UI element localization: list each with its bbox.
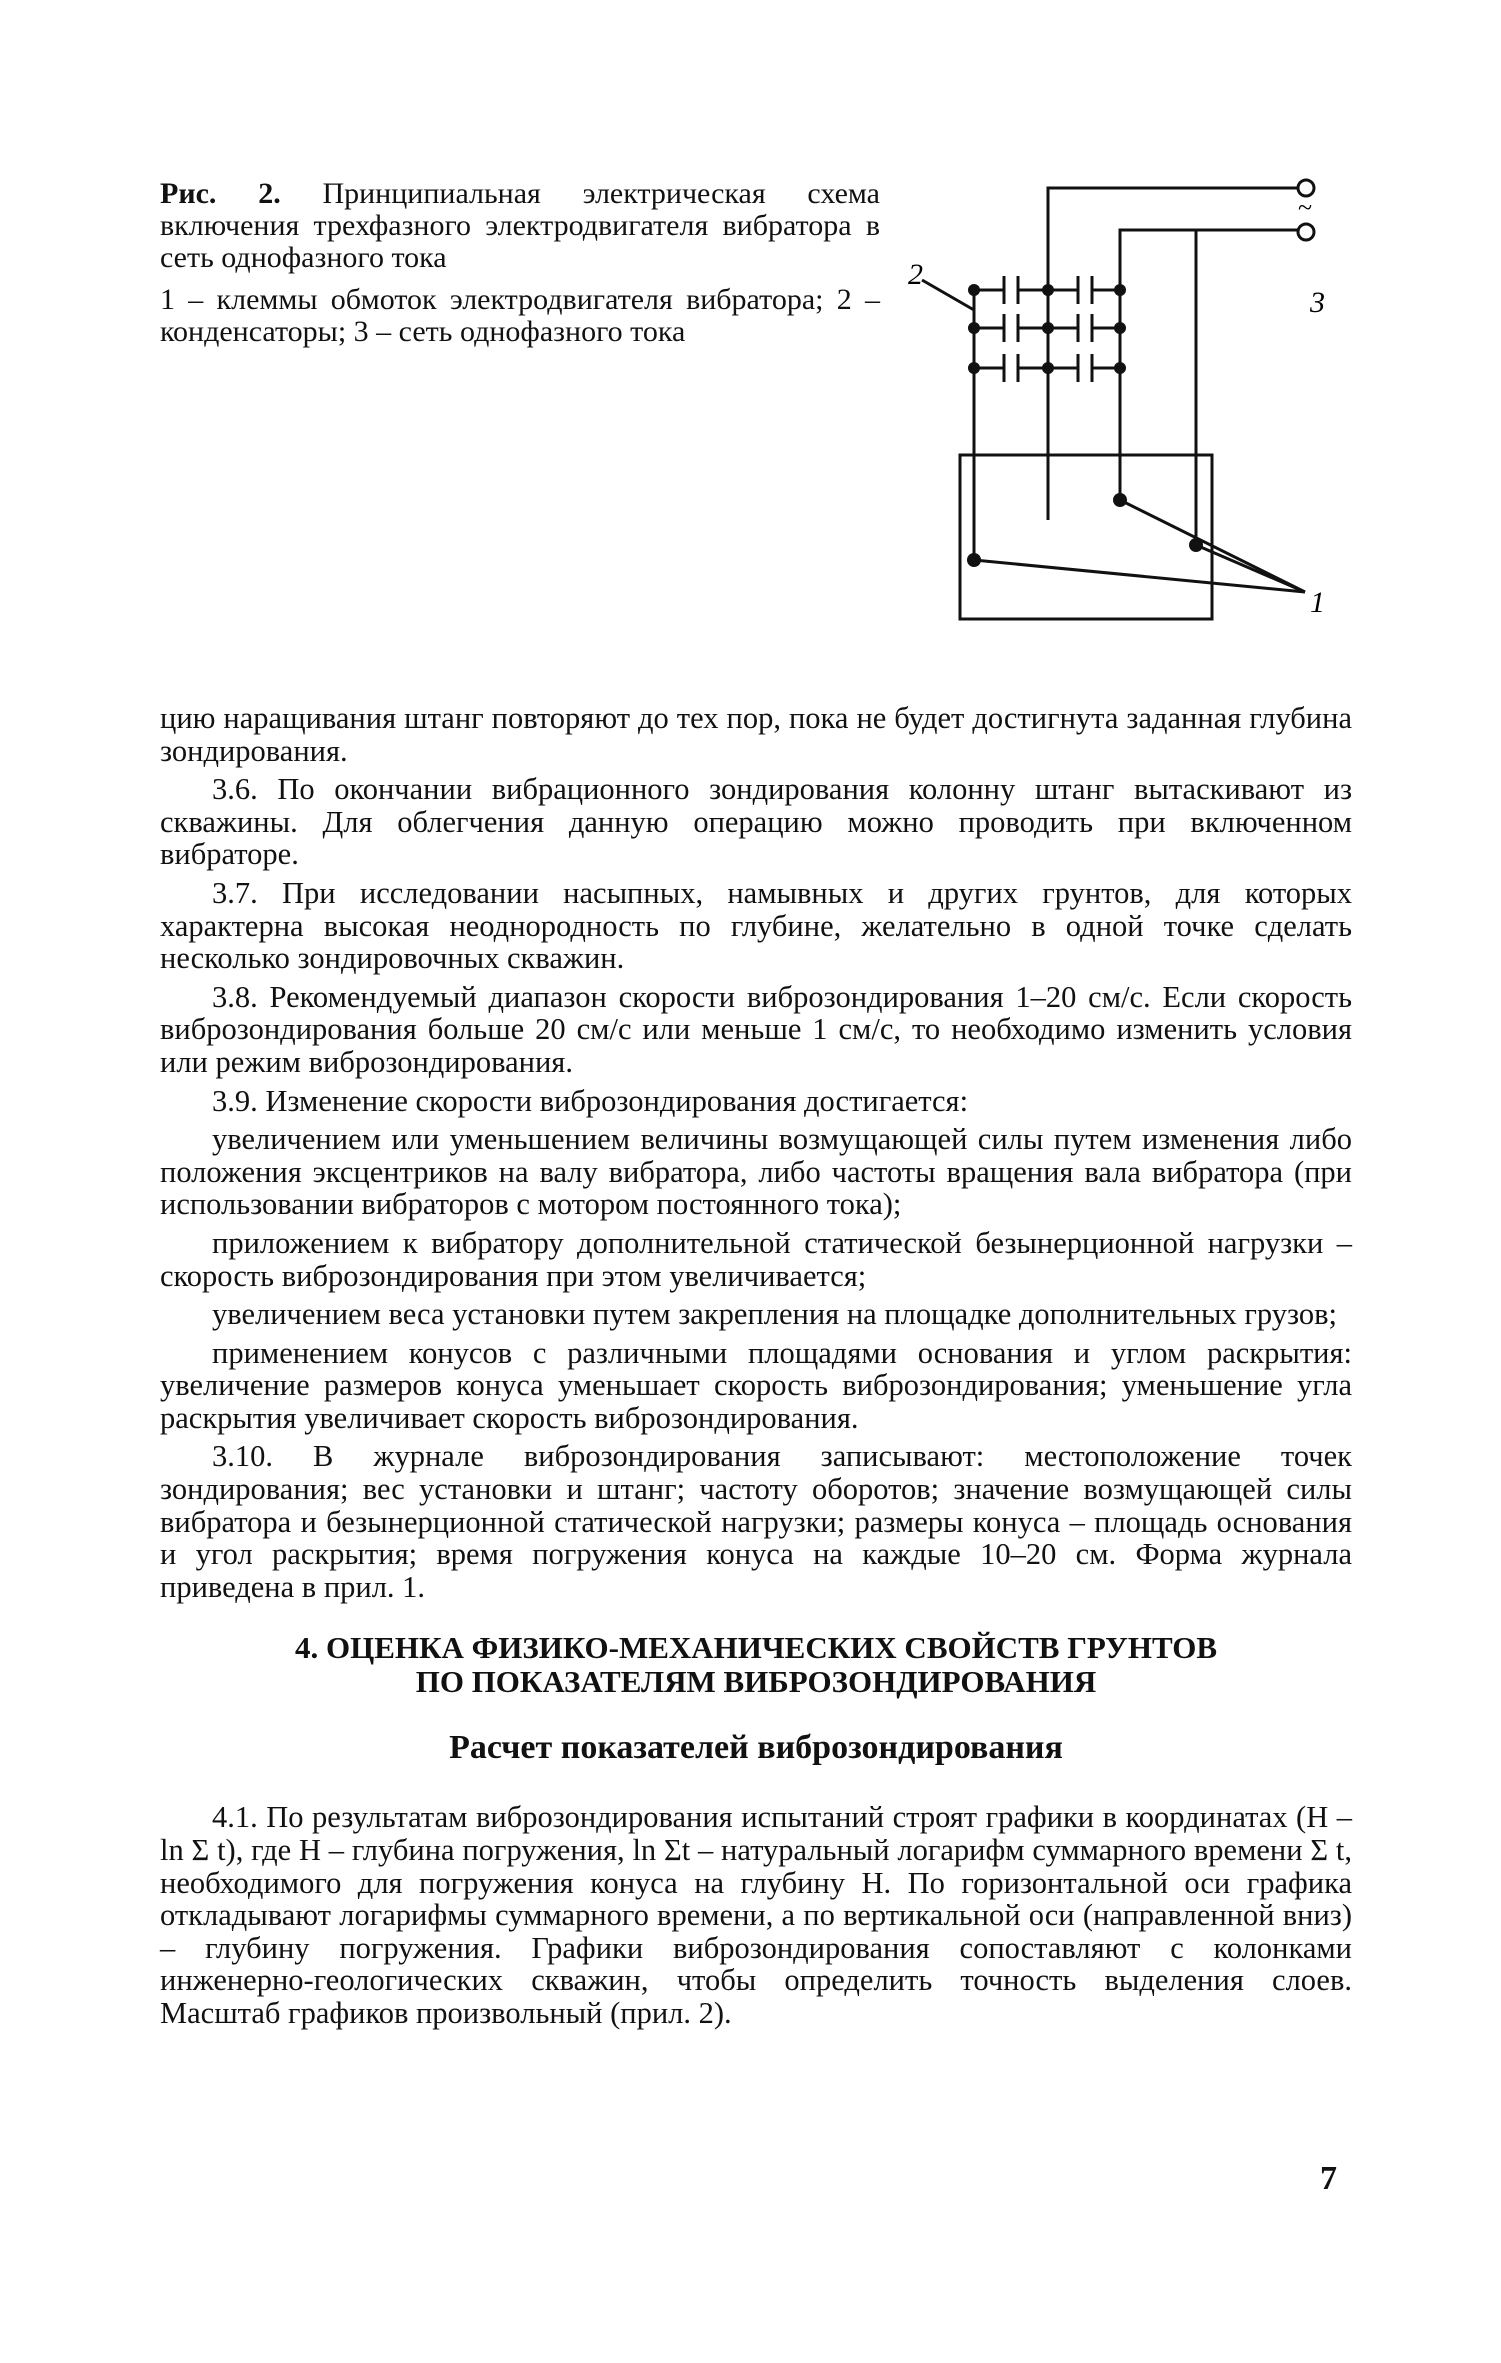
paragraph-3-9-c: увеличением веса установки путем закрепления на площадке дополнительных грузов; [212, 1297, 1337, 1332]
label-ac: ~ [1298, 193, 1313, 222]
section-heading-line-2: ПО ПОКАЗАТЕЛЯМ ВИБРОЗОНДИРОВАНИЯ [415, 1664, 1097, 1700]
paragraph-3-9-a: увеличением или уменьшением величины возмущающей силы путем изменения либо положения эксцентриков на валу вибратора, либо частоты вращения вала вибратора (при использовании вибраторов с мотором постоянного тока); [160, 1122, 1352, 1222]
section-heading [160, 1631, 1352, 1699]
caption-legend: 1 – клеммы обмоток электродвигателя вибратора; 2 – конденсаторы; 3 – сеть однофазного тока [160, 283, 880, 348]
paragraph-3-9-d: применением конусов с различными площадями основания и углом раскрытия: увеличение размеров конуса уменьшает скорость виброзондирования; уменьшение угла раскрытия увеличивает скорость виброзондирования. [160, 1335, 1352, 1435]
paragraph-3-10: 3.10. В журнале виброзондирования записывают: местоположение точек зондирования; вес установки и штанг; частоту оборотов; значение возмущающей силы вибратора и безынерционной статической нагрузки; размеры конуса – площадь основания и угол раскрытия; время погружения конуса на каждые 10–20 см. Форма журнала приведена в прил. 1. [160, 1439, 1352, 1604]
body-text [160, 702, 1352, 2036]
wire-second [1120, 230, 1300, 290]
paragraph-3-8: 3.8. Рекомендуемый диапазон скорости виброзондирования 1–20 см/с. Если скорость виброзондирования больше 20 см/с или меньше 1 см/с, то необходимо изменить условия или режим виброзондирования. [160, 979, 1352, 1079]
paragraph-3-9: 3.9. Изменение скорости виброзондирования достигается: [212, 1083, 969, 1118]
paragraph-3-6: 3.6. По окончании вибрационного зондирования колонну штанг вытаскивают из скважины. Для облегчения данную операцию можно проводить при включенном вибраторе. [160, 772, 1352, 872]
paragraph-continued: цию наращивания штанг повторяют до тех пор, пока не будет достигнута заданная глубина зондирования. [160, 701, 1352, 768]
label-mains: 3 [1310, 286, 1325, 319]
motor-box [960, 455, 1212, 619]
caption-label: Рис. 2. [160, 177, 281, 210]
caption-text: Принципиальная электрическая схема включения трехфазного электродвигателя вибратора в сеть однофазного тока [160, 177, 880, 274]
section-heading-line-1: 4. ОЦЕНКА ФИЗИКО-МЕХАНИЧЕСКИХ СВОЙСТВ ГРУНТОВ [294, 1630, 1218, 1666]
caption-title [160, 178, 880, 274]
paragraph-3-7: 3.7. При исследовании насыпных, намывных и других грунтов, для которых характерна высокая неоднородность по глубине, желательно в одной точке сделать несколько зондировочных скважин. [160, 875, 1352, 976]
figure-caption [160, 178, 880, 348]
wire-top [1048, 188, 1300, 290]
label-terminals: 1 [1310, 586, 1325, 619]
circuit-diagram [880, 160, 1340, 640]
paragraph-4-1: 4.1. По результатам виброзондирования испытаний строят графики в координатах (H – ln Σ t), где H – глубина погружения, ln Σt – натуральный логарифм суммарного времени Σ t, необходимого для погружения конуса на глубину H. По горизонтальной оси графика откладывают логарифмы суммарного времени, а по вертикальной оси (направленной вниз) – глубину погружения. Графики виброзондирования сопоставляют с колонками инженерно-геологических скважин, чтобы определить точность выделения слоев. Масштаб графиков произвольный (прил. 2). [160, 1800, 1352, 2030]
label-capacitors: 2 [908, 258, 923, 291]
subsection-heading: Расчет показателей виброзондирования [449, 1729, 1063, 1767]
page-number: 7 [1320, 2160, 1337, 2197]
paragraph-3-9-b: приложением к вибратору дополнительной статической безынерционной нагрузки – скорость виброзондирования при этом увеличивается; [160, 1225, 1352, 1293]
